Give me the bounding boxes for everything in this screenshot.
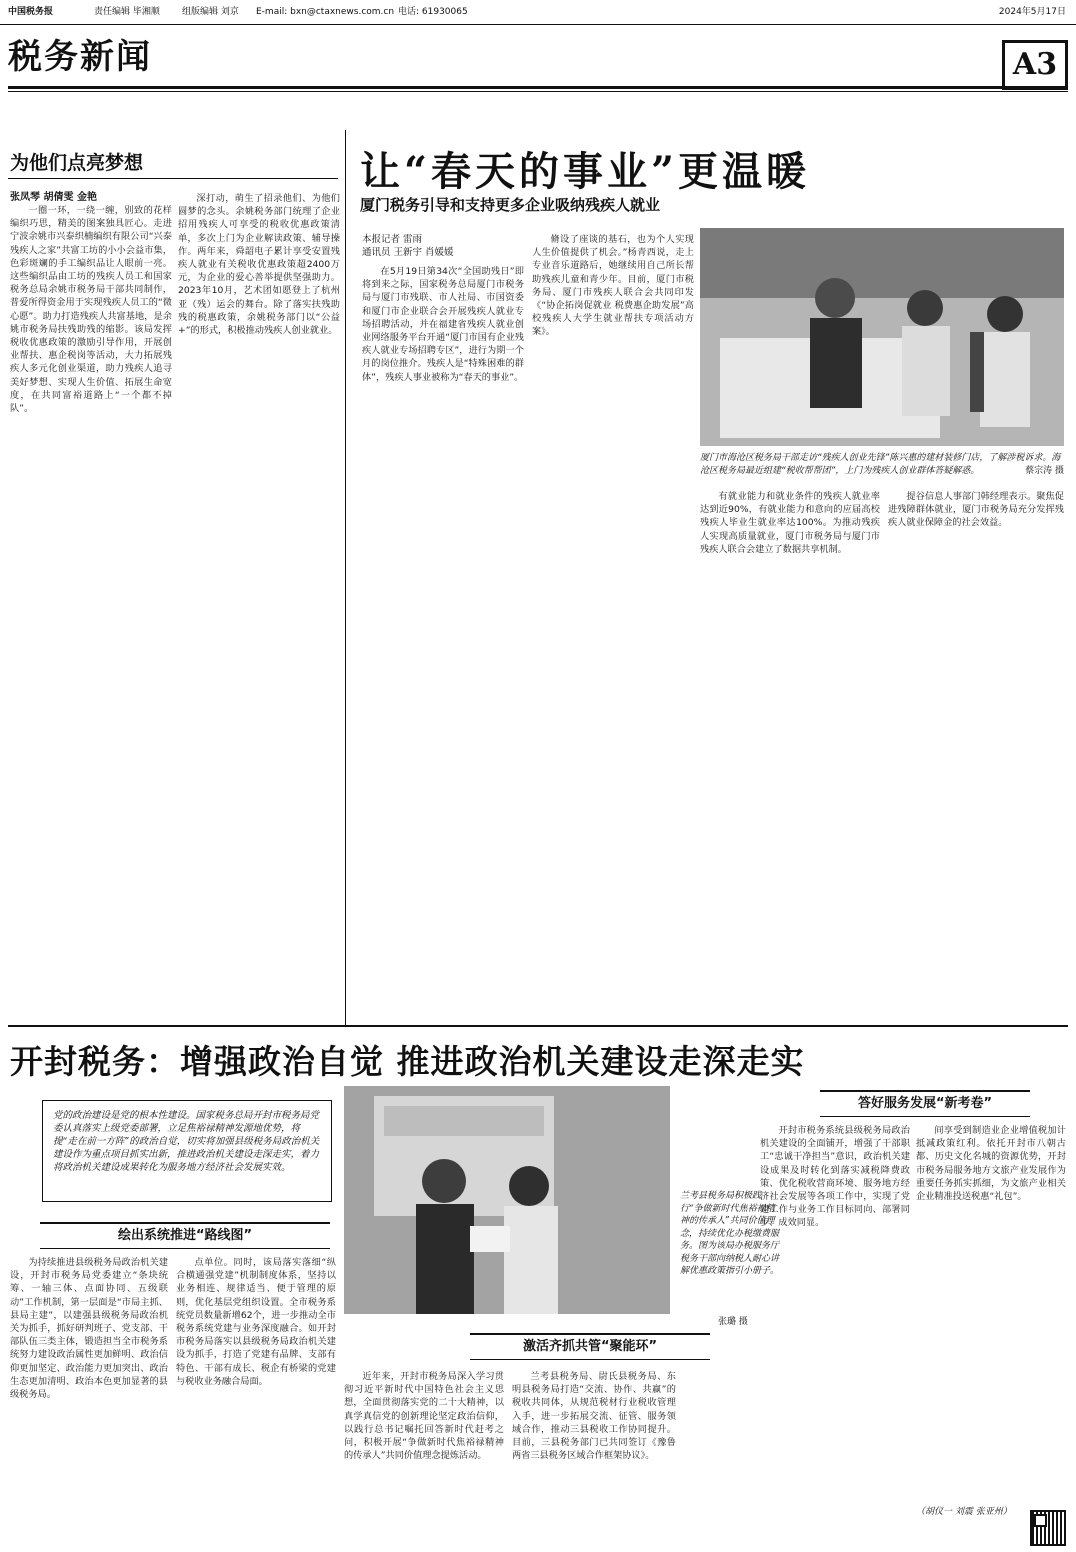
bottom-col-4: 兰考县税务局、尉氏县税务局、东明县税务局打造“交流、协作、共赢”的税收共同体，从规范税材行业税收管理入手，进一步拓展交流、征管、服务领域合作，推动三县税收工作协同提升。目前，三县税务部门已共同签订《豫鲁两省三县税务区域合作框架协议》。: [512, 1371, 676, 1462]
box3-title: 答好服务发展“新考卷”: [820, 1090, 1030, 1117]
lankao-photo-credit: 张璐 摄: [718, 1317, 748, 1327]
left-col-2: 深打动，萌生了招录他们、为他们圆梦的念头。余姚税务部门统理了企业招用残疾人可享受的税收优惠政策清单，多次上门为企业解读政策、辅导操作。两年来，舜韶电子累计享受安置残疾人就业有关税收优惠政策超2400万元，为企业的爱心善举提供坚强助力。2023年10月，艺术团如愿登上了杭州亚（残）运会的舞台。除了落实扶残助残的税惠政策，余姚税务部门以“公益+”的形式，积极推动残疾人创业就业。: [178, 193, 340, 337]
bottom-col-2: 点单位。同时，该局落实落细“纵合横通强党建”机制制度体系，坚持以业务相连、规律适当、便于管理的原则，优化基层党组织设置。全市税务系统党员数量新增62个，进一步推动全市税务系统党建与业务深度融合。如开封市税务局落实以县级税务局政治机关建设为抓手，打造了党建有品牌、支部有特色、干部有成长、税企有桥梁的党建与税收业务融合局面。: [176, 1257, 336, 1387]
left-headline-rule: [8, 178, 338, 179]
contact-email: E-mail: bxn@ctaxnews.com.cn: [256, 7, 395, 17]
section-thick-rule: [8, 86, 1068, 89]
xiamen-photo: [700, 228, 1064, 446]
bottom-col-5: 开封市税务系统县级税务局政治机关建设的全面铺开，增强了干部职工“忠诚干净担当”意识，政治机关建设成果及时转化到落实减税降费政策、优化税收营商环境、服务地方经济社会发展等各项工作中，实现了党建工作与业务工作目标同向、部署同步、成效同显。: [760, 1125, 910, 1229]
page-number: A3: [1002, 40, 1068, 90]
contact-phone: 电话: 61930065: [398, 7, 468, 17]
paper-name: 中国税务报: [8, 7, 54, 17]
bottom-col-6: 间享受到制造业企业增值税加计抵减政策红利。依托开封市八朝古都、历史文化名城的资源优势，开封市税务局服务地方文旅产业发展作为重要任务抓实抓细，为文旅产业相关企业精准投送税惠“礼包”。: [916, 1125, 1066, 1203]
box1-title: 绘出系统推进“路线图”: [40, 1222, 330, 1249]
bottom-headline: 开封税务：增强政治自觉 推进政治机关建设走深走实: [10, 1042, 805, 1081]
bottom-article-rule: [8, 1025, 1068, 1027]
left-headline: 为他们点亮梦想: [10, 152, 144, 174]
masthead-bar: [0, 0, 1076, 24]
lankao-photo: [344, 1086, 670, 1314]
bottom-col-1: 为持续推进县级税务局政治机关建设，开封市税务局党委建立“条块统筹、一轴三体、点面协同、五级联动”工作机制，第一层面是“市局主抓、县局主建”，以建强县级税务局政治机关为抓手，抓好研判班子、党支部、干部队伍三类主体，锻造担当全市税务系统努力建设政治属性更加鲜明、政治信仰更加坚定、政治能力更加突出、政治生态更加清明、政治本色更加显著的县级税务局。: [10, 1257, 168, 1401]
main-subhead: 厦门税务引导和支持更多企业吸纳残疾人就业: [360, 196, 661, 214]
main-col-1: 在5月19日第34次“全国助残日”即将到来之际，国家税务总局厦门市税务局与厦门市残联、市人社局、市国资委和厦门市企业联合会开展残疾人就业专场招聘活动，并在福建省残疾人就业创业网络服务平台开通“厦门市国有企业残疾人就业专场招聘专区”，进行为期一个月的岗位推介。残疾人是“特殊困难的群体”，残疾人事业被称为“春天的事业”。: [362, 266, 524, 383]
bottom-credit: （胡仪一 刘震 张亚州）: [916, 1507, 1012, 1517]
top-rule: [0, 24, 1076, 25]
bottom-col-3: 近年来，开封市税务局深入学习贯彻习近平新时代中国特色社会主义思想，全面贯彻落实党的二十大精神，以真学真信党的创新理论坚定政治信仰，以践行总书记嘱托回答新时代赶考之问，积极开展“争做新时代焦裕禄精神的传承人”共同价值理念提炼活动。: [344, 1371, 504, 1462]
left-col-1: 一圈一环，一绕一缠，别致的花样编织巧思，精美的图案独具匠心。走进宁波余姚市兴泰织楠编织有限公司“兴泰残疾人之家”共富工坊的小小会益市集，色彩斑斓的手工编织品让人眼前一亮。这些编织品由工坊的残疾人员工和国家税务总局余姚市税务局干部共同制作，普爱所得资金用于实现残疾人员工的“微心愿”。助力打造残疾人共富基地，是余姚市税务局扶残助残的缩影。该局发挥税收优惠政策的激励引导作用，开展创业帮扶、惠企税岗等活动，大力拓展残疾人多元化创业渠道，助力残疾人追寻美好梦想、实现人生价值、拓展生命宽度，在共同富裕道路上“一个都不掉队”。: [10, 205, 172, 415]
main-col-3: 有就业能力和就业条件的残疾人就业率达到近90%，有就业能力和意向的应届高校残疾人毕业生就业率达100%。为推动残疾人实现高质量就业，厦门市税务局与厦门市残疾人联合会建立了数据共享机制。: [700, 491, 880, 555]
lankao-photo-figures: [344, 1086, 670, 1314]
xiamen-photo-figures: [700, 228, 1064, 446]
issue-date: 2024年5月17日: [998, 7, 1066, 17]
main-col-2: 脩设了座谈的基石，也为个人实现人生价值提供了机会。”杨青西说，走上专业音乐道路后，她继续用自己所长帮助残疾儿童和青少年。目前，厦门市税务局、厦门市残疾人联合会共同印发《“协企拓岗促就业 税费惠企助发展”高校残疾人大学生就业帮扶专项活动方案》。: [532, 234, 694, 338]
main-headline: 让“春天的事业”更温暖: [360, 148, 811, 195]
xiamen-photo-credit: 蔡宗涛 摄: [1025, 465, 1064, 476]
xiamen-photo-caption: 厦门市海沧区税务局干部走访“残疾人创业先锋”陈兴惠的建材装修门店，了解涉税诉求。海沧区税务局最近组建“税收帮帮团”，上门为残疾人创业群体答疑解惑。 蔡宗涛 摄: [700, 453, 1064, 476]
responsible-editor: 责任编辑 毕湘顺: [94, 7, 160, 17]
box2-title: 激活齐抓共管“聚能环”: [470, 1333, 710, 1360]
column-divider: [345, 130, 346, 1025]
main-byline: 本报记者 雷雨 通讯员 王新宇 肖媛媛: [362, 234, 454, 258]
main-col-4: 提谷信息人事部门韩经理表示。聚焦促进残障群体就业，厦门市税务局充分发挥残疾人就业保障金的社会效益。: [888, 491, 1064, 529]
bottom-intro-box: 党的政治建设是党的根本性建设。国家税务总局开封市税务局党委认真落实上级党委部署，立足焦裕禄精神发源地优势，将提“走在前一方阵”的政治自觉，切实将加强县级税务局政治机关建设作为重点项目抓实出新，推进政治机关建设走深走实，着力将政治机关建设成果转化为服务地方经济社会发展实效。: [42, 1100, 332, 1202]
qr-code-icon[interactable]: [1030, 1510, 1066, 1546]
lankao-photo-caption: 兰考县税务局积极践行“争做新时代焦裕禄精神的传承人”共同价值理念，持续优化办税缴费服务。图为该局办税服务厅税务干部向纳税人耐心讲解优惠政策指引小册子。: [680, 1191, 780, 1276]
layout-editor: 组版编辑 刘京: [182, 7, 239, 17]
section-title: 税务新闻: [8, 37, 152, 77]
left-byline: 张凤琴 胡倩雯 金艳: [10, 192, 97, 203]
section-thin-rule: [8, 91, 1068, 92]
qr-finder-icon: [1034, 1514, 1047, 1527]
